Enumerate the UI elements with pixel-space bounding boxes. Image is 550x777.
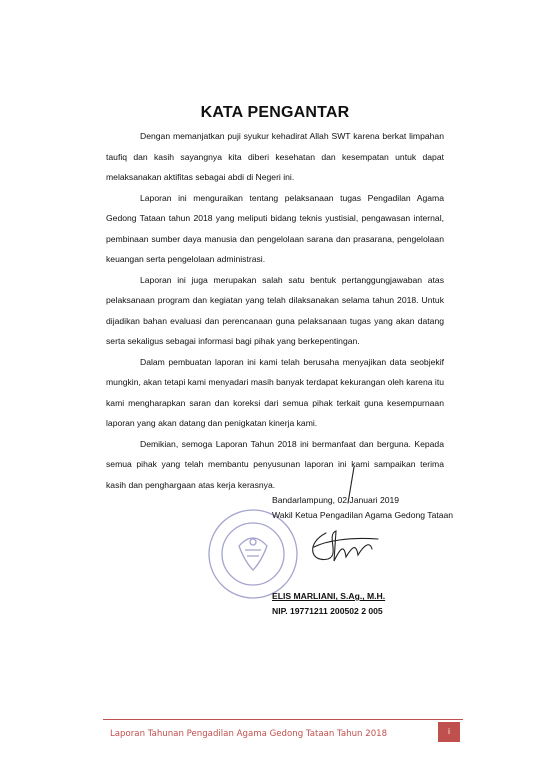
footer-text: Laporan Tahunan Pengadilan Agama Gedong Tataan Tahun 2018 bbox=[110, 729, 388, 739]
signatory-name: ELIS MARLIANI, S.Ag., M.H. bbox=[272, 591, 386, 601]
signatory bbox=[272, 589, 385, 619]
page-title: KATA PENGANTAR bbox=[200, 104, 350, 121]
signature-block bbox=[272, 493, 502, 523]
paragraph-1: Dengan memanjatkan puji syukur kehadirat Allah SWT karena berkat limpahan taufiq dan kasih sayangnya kita diberi kesehatan dan kesempatan untuk dapat melaksanakan aktifitas sebagai abdi di Negeri ini. bbox=[106, 131, 444, 182]
signatory-position: Wakil Ketua Pengadilan Agama Gedong Tataan bbox=[272, 510, 454, 520]
place-date: Bandarlampung, 02 Januari 2019 bbox=[272, 495, 400, 505]
footer-divider bbox=[103, 719, 463, 720]
body-text bbox=[106, 126, 444, 495]
paragraph-4: Dalam pembuatan laporan ini kami telah berusaha menyajikan data seobjekif mungkin, akan tetapi kami menyadari masih banyak terdapat kekurangan oleh karena itu kami mengharapkan saran dan koreksi dari semua pihak terkait guna kesempurnaan laporan yang akan datang dan penigkatan kinerja kami. bbox=[106, 356, 444, 428]
signatory-nip: NIP. 19771211 200502 2 005 bbox=[272, 606, 383, 616]
paragraph-2: Laporan ini menguraikan tentang pelaksanaan tugas Pengadilan Agama Gedong Tataan tahun 2018 yang meliputi bidang teknis yustisial, pengawasan internal, pembinaan sumber daya manusia dan pengelolaan sarana dan prasarana, pengelolaan keuangan serta pengelolaan administrasi. bbox=[106, 192, 444, 264]
page-number: i bbox=[438, 722, 460, 742]
paragraph-5: Demikian, semoga Laporan Tahun 2018 ini bermanfaat dan berguna. Kepada semua pihak yang telah membantu penyusunan laporan ini kami sampaikan terima kasih dan penghargaan atas kerja kerasnya. bbox=[106, 438, 444, 490]
paragraph-3: Laporan ini juga merupakan salah satu bentuk pertanggungjawaban atas pelaksanaan program dan kegiatan yang telah dilaksanakan selama tahun 2018. Untuk dijadikan bahan evaluasi dan perencanaan guna pelaksanaan tugas yang akan datang serta sekaligus sebagai informasi bagi pihak yang berkepentingan. bbox=[106, 274, 444, 346]
